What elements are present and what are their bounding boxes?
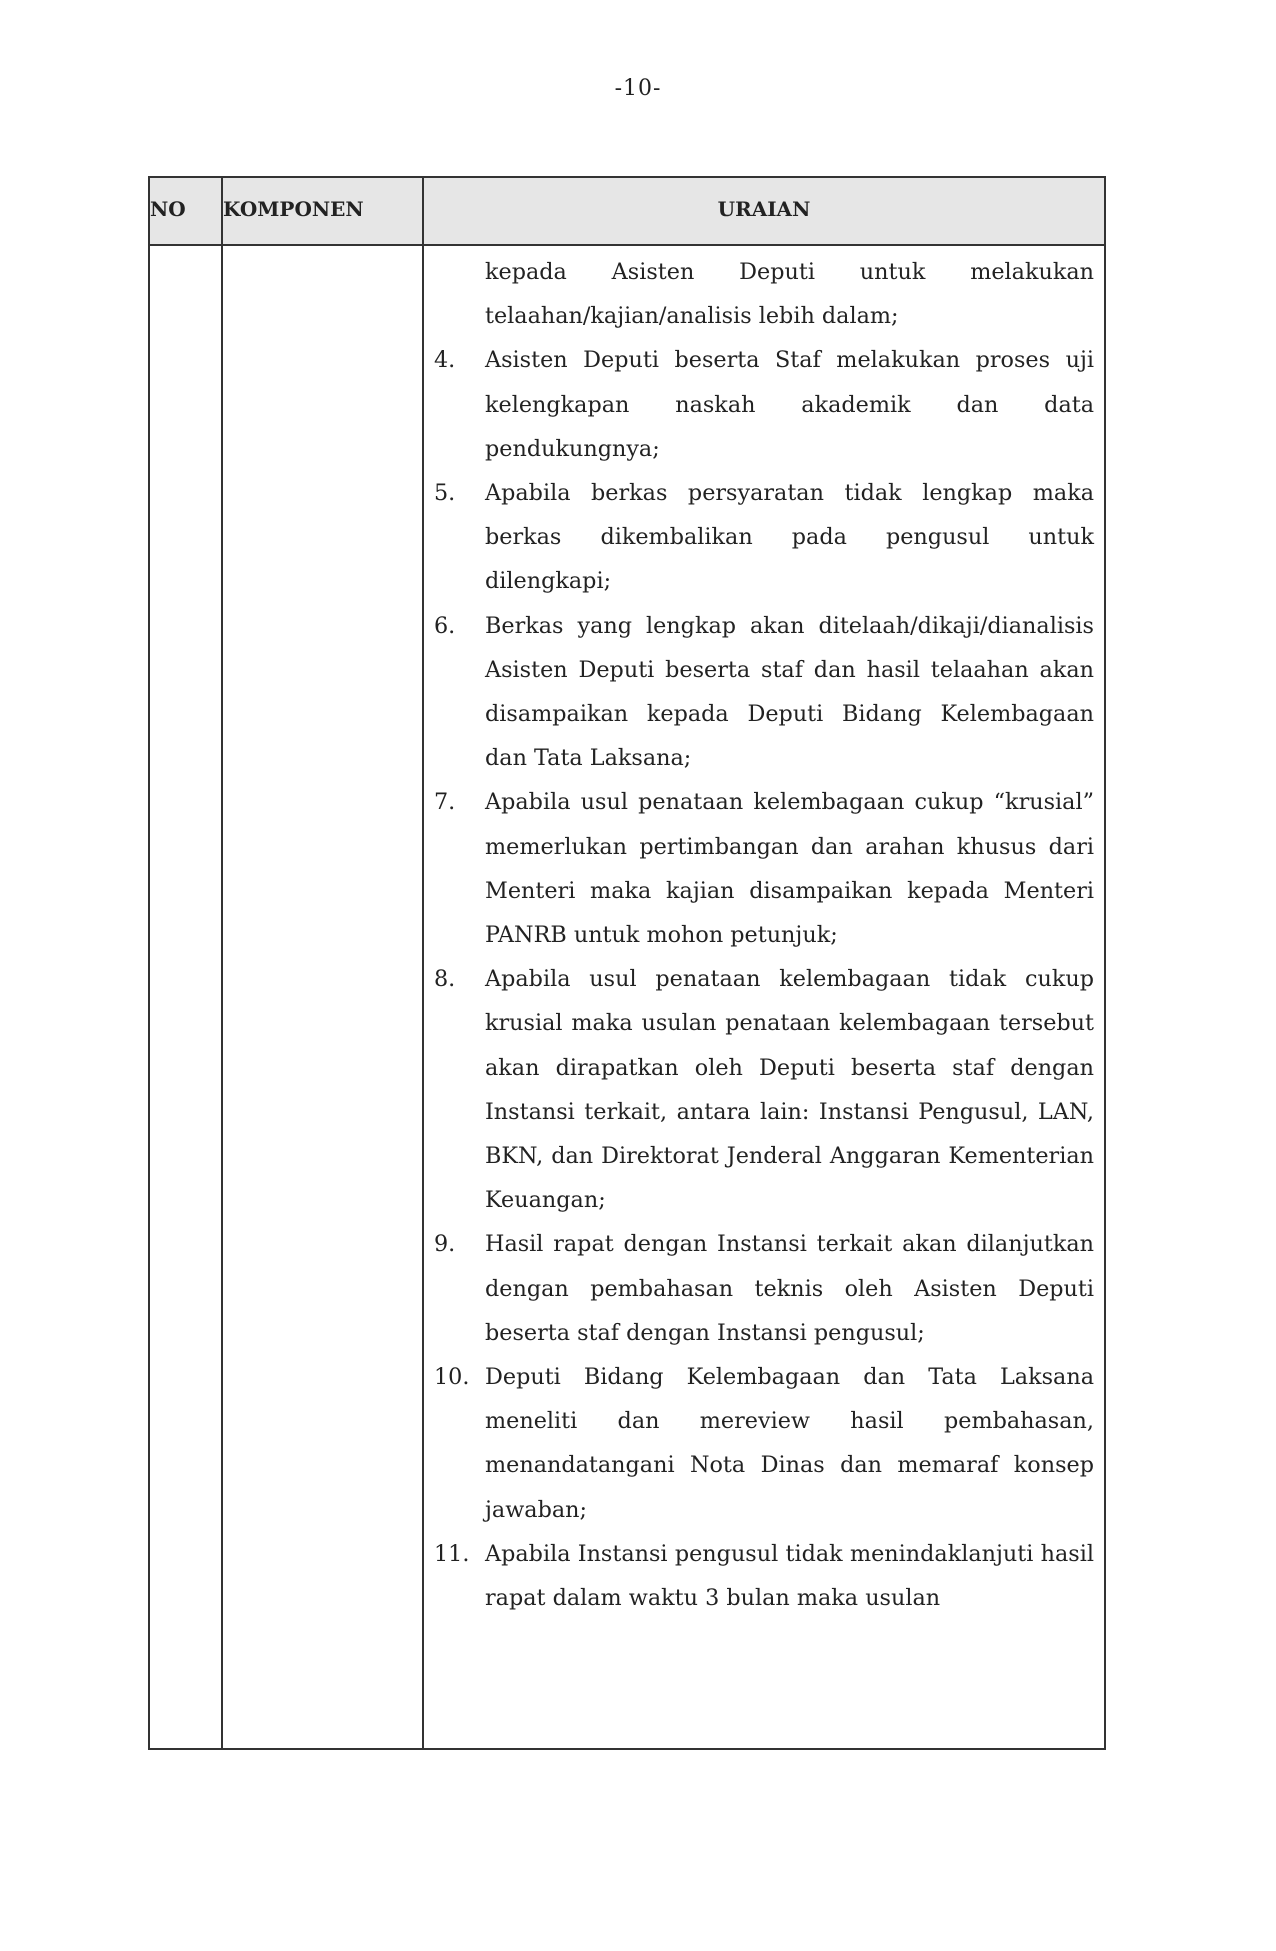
uraian-content: [424, 246, 1104, 1620]
list-item-number: 4.: [434, 347, 456, 374]
list-item-continuation: [434, 250, 1094, 338]
list-item: [434, 338, 1094, 471]
list-item-number: 6.: [434, 612, 456, 639]
table-header-row: [149, 177, 1105, 245]
header-komponen: KOMPONEN: [222, 177, 423, 245]
list-item: [434, 957, 1094, 1222]
cell-uraian: [423, 245, 1105, 1749]
list-item-number: 7.: [434, 789, 456, 816]
cell-no: [149, 245, 222, 1749]
list-item-text: Deputi Bidang Kelembagaan dan Tata Laksana meneliti dan mereview hasil pembahasan, menandatangani Nota Dinas dan memaraf konsep jawaban;: [485, 1364, 1094, 1523]
list-item: [434, 1222, 1094, 1355]
header-uraian: URAIAN: [423, 177, 1105, 245]
cell-komponen: [222, 245, 423, 1749]
list-item-text: Berkas yang lengkap akan ditelaah/dikaji/dianalisis Asisten Deputi beserta staf dan hasil telaahan akan disampaikan kepada Deputi Bidang Kelembagaan dan Tata Laksana;: [485, 612, 1094, 772]
list-item-text: Apabila usul penataan kelembagaan tidak cukup krusial maka usulan penataan kelembagaan tersebut akan dirapatkan oleh Deputi beserta staf dengan Instansi terkait, antara lain: Instansi Pengusul, LAN, BKN, dan Direktorat Jenderal Anggaran Kementerian Keuangan;: [485, 966, 1094, 1214]
list-item: [434, 1532, 1094, 1620]
continuation-text: kepada Asisten Deputi untuk melakukan telaahan/kajian/analisis lebih dalam;: [485, 259, 1094, 330]
list-item: [434, 604, 1094, 781]
list-item-text: Hasil rapat dengan Instansi terkait akan dilanjutkan dengan pembahasan teknis oleh Asisten Deputi beserta staf dengan Instansi pengusul;: [485, 1231, 1094, 1346]
list-item: [434, 1355, 1094, 1532]
list-item-number: 11.: [434, 1540, 470, 1567]
list-item-text: Asisten Deputi beserta Staf melakukan proses uji kelengkapan naskah akademik dan data pendukungnya;: [485, 347, 1094, 462]
list-item-number: 8.: [434, 966, 456, 993]
list-item-text: Apabila berkas persyaratan tidak lengkap maka berkas dikembalikan pada pengusul untuk dilengkapi;: [485, 480, 1094, 595]
header-no: NO: [149, 177, 222, 245]
list-item-text: Apabila usul penataan kelembagaan cukup “krusial” memerlukan pertimbangan dan arahan khusus dari Menteri maka kajian disampaikan kepada Menteri PANRB untuk mohon petunjuk;: [485, 789, 1094, 949]
procedure-table: [148, 176, 1106, 1750]
list-item-number: 9.: [434, 1231, 456, 1258]
list-item-text: Apabila Instansi pengusul tidak menindaklanjuti hasil rapat dalam waktu 3 bulan maka usulan: [485, 1540, 1094, 1612]
list-item: [434, 780, 1094, 957]
list-item: [434, 471, 1094, 604]
page-number: -10-: [614, 76, 662, 101]
list-item-number: 5.: [434, 480, 456, 507]
table-row: [149, 245, 1105, 1749]
list-item-number: 10.: [434, 1364, 470, 1391]
